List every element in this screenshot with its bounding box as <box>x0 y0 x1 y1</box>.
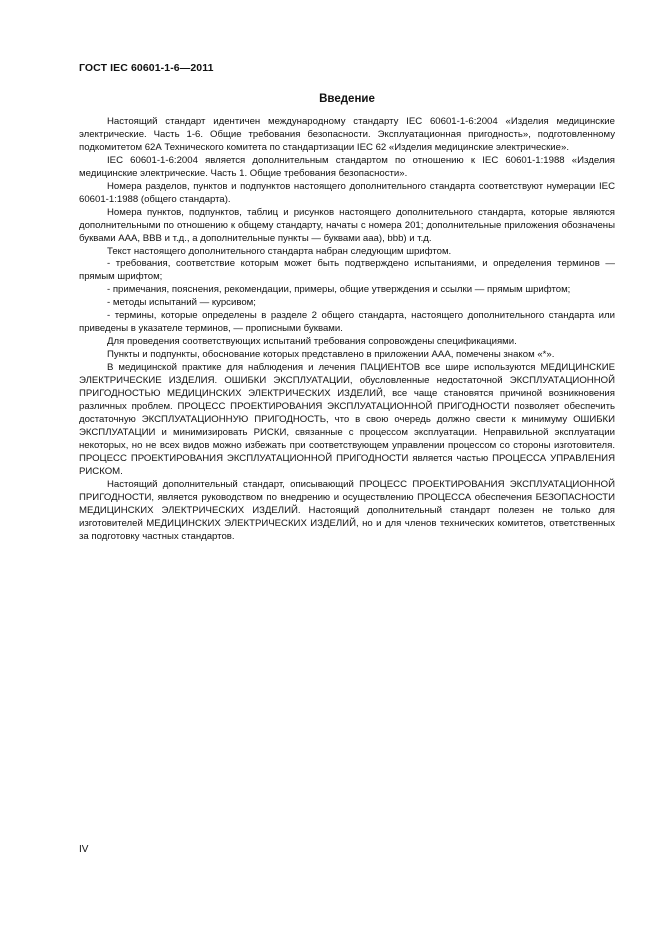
list-item-test-methods: - методы испытаний — курсивом; <box>107 297 256 309</box>
list-item-terms: - термины, которые определены в разделе 2 общего стандарта, настоящего дополнительного стандарта или приведены в указателе терминов, — прописными буквами. <box>79 310 615 335</box>
paragraph-additional-numbering: Номера пунктов, подпунктов, таблиц и рисунков настоящего дополнительного стандарта, которые являются дополнительными по отношению к общему стандарту, начаты с номера 201; дополнительные приложения обозначены буквами ААА, ВВВ и т.д., а дополнительные пункты — буквами ааа), bbb) и т.д. <box>79 206 615 244</box>
paragraph-guidance: Настоящий дополнительный стандарт, описывающий ПРОЦЕСС ПРОЕКТИРОВАНИЯ ЭКСПЛУАТАЦИОННОЙ ПРИГОДНОСТИ, является руководством по внедрению и осуществлению ПРОЦЕССА обеспечения БЕЗОПАСНОСТИ МЕДИЦИНСКИХ ЭЛЕКТРИЧЕСКИХ ИЗДЕЛИЙ. Настоящий дополнительный стандарт полезен не только для изготовителей МЕДИЦИНСКИХ ЭЛЕКТРИЧЕСКИХ ИЗДЕЛИЙ, но и для членов технических комитетов, ответственных за подготовку частных стандартов. <box>79 478 615 542</box>
paragraph-intro: Настоящий стандарт идентичен международному стандарту IEC 60601-1-6:2004 «Изделия медицинские электрические. Часть 1-6. Общие требования безопасности. Эксплуатационная пригодность», подготовленному подкомитетом 62А Технического комитета по стандартизации IEC 62 «Изделия медицинские электрические». <box>79 116 615 153</box>
document-header: ГОСТ IEC 60601-1-6—2011 <box>79 62 214 74</box>
paragraph-medical-practice: В медицинской практике для наблюдения и лечения ПАЦИЕНТОВ все шире используются МЕДИЦИНСКИЕ ЭЛЕКТРИЧЕСКИЕ ИЗДЕЛИЯ. ОШИБКИ ЭКСПЛУАТАЦИИ, обусловленные недостаточной ЭКСПЛУАТАЦИОННОЙ ПРИГОДНОСТЬЮ МЕДИЦИНСКИХ ЭЛЕКТРИЧЕСКИХ ИЗДЕЛИЙ, все чаще становятся причиной возникновения различных проблем. ПРОЦЕСС ПРОЕКТИРОВАНИЯ ЭКСПЛУАТАЦИОННОЙ ПРИГОДНОСТИ позволяет обеспечить достаточную ЭКСПЛУАТАЦИОННУЮ ПРИГОДНОСТЬ, что в свою очередь должно свести к минимуму ОШИБКИ ЭКСПЛУАТАЦИИ и минимизировать РИСКИ, связанные с процессом эксплуатации. Неправильной эксплуатации некоторых, но не всех видов можно избежать при соответствующем управлении процессом со стороны изготовителя. ПРОЦЕСС ПРОЕКТИРОВАНИЯ ЭКСПЛУАТАЦИОННОЙ ПРИГОДНОСТИ является частью ПРОЦЕССА УПРАВЛЕНИЯ РИСКОМ. <box>79 362 615 477</box>
list-item-notes: - примечания, пояснения, рекомендации, примеры, общие утверждения и ссылки — прямым шрифтом; <box>107 284 571 296</box>
paragraph-specifications: Для проведения соответствующих испытаний требования сопровождены спецификациями. <box>107 336 517 348</box>
list-item-requirements: - требования, соответствие которым может быть подтверждено испытаниями, и определения терминов — прямым шрифтом; <box>79 258 615 283</box>
paragraph-annex-mark: Пункты и подпункты, обоснование которых представлено в приложении ААА, помечены знаком «*». <box>107 349 555 361</box>
section-title: Введение <box>319 93 375 105</box>
page-number: IV <box>79 844 89 855</box>
paragraph-fonts-intro: Текст настоящего дополнительного стандарта набран следующим шрифтом. <box>107 245 452 257</box>
document-body <box>79 116 615 543</box>
paragraph-numbering: Номера разделов, пунктов и подпунктов настоящего дополнительного стандарта соответствуют нумерации IEC 60601-1:1988 (общего стандарта). <box>79 180 615 205</box>
paragraph-supplementary: IEC 60601-1-6:2004 является дополнительным стандартом по отношению к IEC 60601-1:1988 «Изделия медицинские электрические. Часть 1. Общие требования безопасности». <box>79 154 615 179</box>
